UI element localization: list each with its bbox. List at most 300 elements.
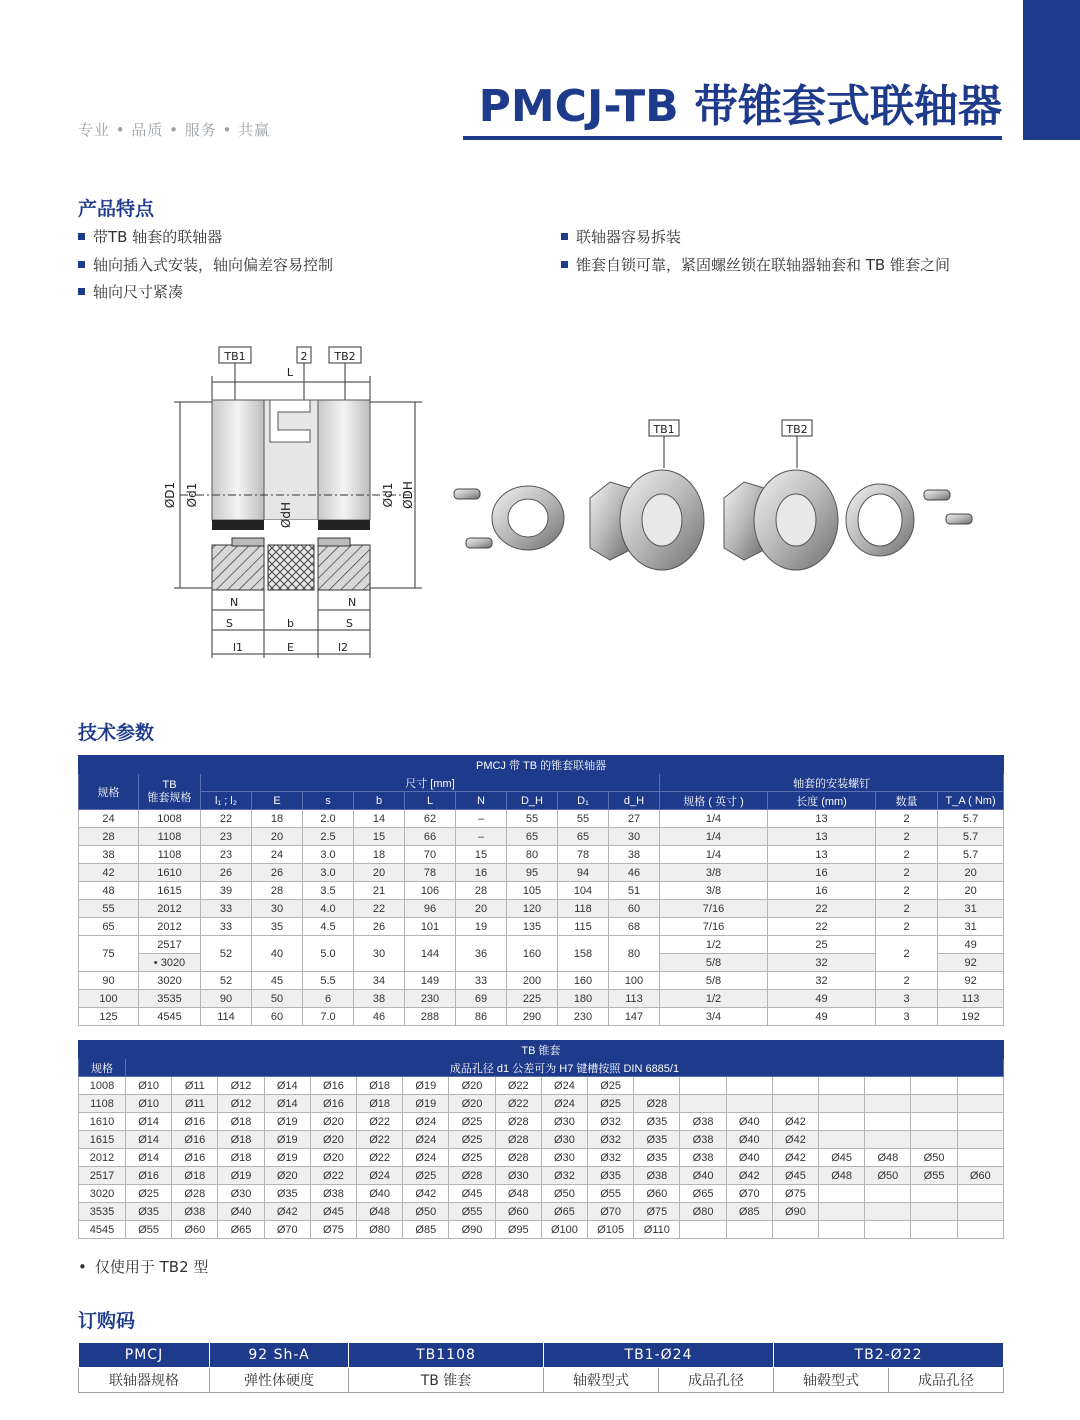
col-screw-qty: 数量	[876, 792, 938, 810]
table-cell: Ø32	[588, 1113, 634, 1131]
table-cell: Ø22	[495, 1077, 541, 1095]
table-cell: Ø30	[541, 1131, 587, 1149]
group-screws: 轴套的安装螺钉	[660, 774, 1004, 792]
table-cell: 3.0	[303, 846, 354, 864]
table-cell: 13	[768, 846, 876, 864]
table-cell	[819, 1185, 865, 1203]
table-cell: 20	[252, 828, 303, 846]
table-cell	[819, 1077, 865, 1095]
table-cell: Ø75	[634, 1203, 680, 1221]
table-cell: Ø42	[726, 1167, 772, 1185]
table-cell: Ø48	[819, 1167, 865, 1185]
order-code-table	[78, 1342, 1004, 1393]
table-cell: 15	[456, 846, 507, 864]
table-cell: 120	[507, 900, 558, 918]
table-cell: 49	[768, 1008, 876, 1026]
table-cell: 2.5	[303, 828, 354, 846]
table-cell: Ø32	[588, 1149, 634, 1167]
order-label: 轴毂型式	[544, 1368, 659, 1393]
table-cell: 2	[876, 810, 938, 828]
table-cell: Ø20	[264, 1167, 310, 1185]
table-cell: Ø40	[218, 1203, 264, 1221]
table-cell: 92	[938, 972, 1004, 990]
table-cell: 106	[405, 882, 456, 900]
table-cell: 86	[456, 1008, 507, 1026]
table-cell: Ø14	[264, 1077, 310, 1095]
table-row	[79, 1221, 1004, 1239]
table-cell	[911, 1113, 957, 1131]
part-tag-tb1: TB1	[653, 423, 675, 436]
table-cell: 32	[768, 954, 876, 972]
table-cell: 28	[252, 882, 303, 900]
table-cell: 33	[456, 972, 507, 990]
table-row	[79, 1077, 1004, 1095]
dim-DH: ØDH	[401, 481, 415, 509]
table-cell: –	[456, 828, 507, 846]
table-cell: Ø24	[403, 1149, 449, 1167]
table-cell: Ø32	[588, 1131, 634, 1149]
table-row	[79, 882, 1004, 900]
col-model: 规格	[79, 774, 139, 810]
table-cell	[726, 1221, 772, 1239]
table-row	[79, 972, 1004, 990]
table-row	[79, 1095, 1004, 1113]
slogan: 专业 • 品质 • 服务 • 共赢	[78, 121, 271, 139]
table-cell: 1008	[79, 1077, 126, 1095]
table-cell: Ø48	[865, 1149, 911, 1167]
table-cell: 2	[876, 972, 938, 990]
order-code-tb2: TB2-Ø22	[774, 1343, 1004, 1368]
table-cell: Ø10	[126, 1095, 172, 1113]
table-cell: 23	[201, 846, 252, 864]
table-cell: Ø35	[264, 1185, 310, 1203]
table-cell: Ø38	[680, 1113, 726, 1131]
table-cell: Ø35	[634, 1131, 680, 1149]
table-cell: 288	[405, 1008, 456, 1026]
order-code-tb: TB1108	[349, 1343, 544, 1368]
table-cell: 160	[507, 936, 558, 972]
table-cell: Ø18	[357, 1095, 403, 1113]
table-row	[79, 918, 1004, 936]
dim-N-right: N	[348, 596, 357, 609]
table-cell: Ø24	[541, 1095, 587, 1113]
table-cell: 65	[558, 828, 609, 846]
table-cell: Ø65	[680, 1185, 726, 1203]
table-cell: 30	[354, 936, 405, 972]
table-cell	[819, 1221, 865, 1239]
table-cell: Ø25	[449, 1113, 495, 1131]
table-cell: 180	[558, 990, 609, 1008]
table-cell: 52	[201, 972, 252, 990]
table-cell: Ø30	[495, 1167, 541, 1185]
part-tag-tb2: TB2	[786, 423, 808, 436]
table-cell: 46	[609, 864, 660, 882]
table-cell: Ø19	[218, 1167, 264, 1185]
table-cell	[680, 1095, 726, 1113]
table-row	[79, 1149, 1004, 1167]
table-cell: 95	[507, 864, 558, 882]
table-cell: 7/16	[660, 918, 768, 936]
table-cell: 1108	[79, 1095, 126, 1113]
bore-col-model: 规格	[79, 1059, 126, 1077]
table-cell: 5/8	[660, 954, 768, 972]
table-cell: 3535	[139, 990, 201, 1008]
table-cell: 51	[609, 882, 660, 900]
table-cell: 38	[609, 846, 660, 864]
table-cell: 60	[252, 1008, 303, 1026]
table-cell: Ø90	[772, 1203, 818, 1221]
table-cell: Ø16	[172, 1149, 218, 1167]
table-cell: 1615	[139, 882, 201, 900]
table-cell: Ø60	[957, 1167, 1003, 1185]
col-D1: D₁	[558, 792, 609, 810]
table-cell: 147	[609, 1008, 660, 1026]
table-cell: 13	[768, 828, 876, 846]
table-cell: 114	[201, 1008, 252, 1026]
table-cell: Ø30	[541, 1149, 587, 1167]
col-screw-size: 规格 ( 英寸 )	[660, 792, 768, 810]
table-cell: 5.5	[303, 972, 354, 990]
table-cell: Ø14	[126, 1113, 172, 1131]
table-cell: Ø14	[264, 1095, 310, 1113]
table-cell: 16	[768, 864, 876, 882]
table-cell: Ø25	[449, 1131, 495, 1149]
table-cell	[634, 1077, 680, 1095]
table-cell: 49	[768, 990, 876, 1008]
order-heading: 订购码	[78, 1310, 136, 1332]
tech-table-title: PMCJ 带 TB 的锥套联轴器	[79, 756, 1004, 774]
table-cell: Ø28	[495, 1131, 541, 1149]
table-cell: 26	[252, 864, 303, 882]
table-cell: 14	[354, 810, 405, 828]
table-cell: 18	[252, 810, 303, 828]
table-cell: Ø18	[357, 1077, 403, 1095]
table-cell: Ø12	[218, 1095, 264, 1113]
table-cell	[957, 1149, 1003, 1167]
table-cell	[911, 1131, 957, 1149]
table-cell: 24	[79, 810, 139, 828]
table-cell: 1108	[139, 828, 201, 846]
dim-E: E	[287, 641, 294, 654]
feature-item: 轴向尺寸紧凑	[78, 279, 333, 307]
table-cell: 38	[79, 846, 139, 864]
table-cell: Ø19	[264, 1149, 310, 1167]
table-cell: 3535	[79, 1203, 126, 1221]
table-cell: Ø50	[911, 1149, 957, 1167]
tech-heading: 技术参数	[78, 722, 155, 744]
col-torque: T_A ( Nm)	[938, 792, 1004, 810]
feature-item: 带TB 轴套的联轴器	[78, 224, 333, 252]
table-cell: 22	[768, 900, 876, 918]
table-cell: 135	[507, 918, 558, 936]
table-cell	[865, 1203, 911, 1221]
table-cell: 2	[876, 918, 938, 936]
table-cell: Ø24	[403, 1131, 449, 1149]
col-dH: d_H	[609, 792, 660, 810]
table-cell: Ø18	[218, 1113, 264, 1131]
table-cell: 160	[558, 972, 609, 990]
table-cell: 1615	[79, 1131, 126, 1149]
table-cell: Ø90	[449, 1221, 495, 1239]
table-cell: 3020	[139, 972, 201, 990]
table-cell: Ø12	[218, 1077, 264, 1095]
table-cell: 105	[507, 882, 558, 900]
table-cell: 5.7	[938, 846, 1004, 864]
tech-table	[78, 755, 1004, 1026]
table-cell: 30	[609, 828, 660, 846]
table-cell: Ø28	[634, 1095, 680, 1113]
table-row	[79, 990, 1004, 1008]
table-cell: 21	[354, 882, 405, 900]
table-cell	[772, 1095, 818, 1113]
table-cell: Ø38	[634, 1167, 680, 1185]
table-cell: 27	[609, 810, 660, 828]
table-cell: 2012	[139, 900, 201, 918]
table-cell: 49	[938, 936, 1004, 954]
table-cell: Ø28	[172, 1185, 218, 1203]
table-cell: Ø105	[588, 1221, 634, 1239]
col-s: s	[303, 792, 354, 810]
table-cell	[726, 1095, 772, 1113]
table-cell: 69	[456, 990, 507, 1008]
col-tb-size: TB 锥套规格	[139, 774, 201, 810]
table-row	[79, 864, 1004, 882]
table-cell: 19	[456, 918, 507, 936]
table-cell: Ø45	[310, 1203, 356, 1221]
table-cell: 70	[405, 846, 456, 864]
table-cell: Ø35	[634, 1149, 680, 1167]
table-cell: 4545	[139, 1008, 201, 1026]
dim-b: b	[287, 617, 294, 630]
feature-item: 锥套自锁可靠，紧固螺丝锁在联轴器轴套和 TB 锥套之间	[561, 252, 950, 280]
table-cell: 5.7	[938, 810, 1004, 828]
table-cell: Ø75	[310, 1221, 356, 1239]
table-cell: 16	[456, 864, 507, 882]
table-cell: 5.0	[303, 936, 354, 972]
table-cell: Ø42	[772, 1113, 818, 1131]
table-cell: 28	[79, 828, 139, 846]
table-cell: 15	[354, 828, 405, 846]
table-cell: 23	[201, 828, 252, 846]
table-row	[79, 1203, 1004, 1221]
table-row	[79, 1113, 1004, 1131]
table-cell: 32	[768, 972, 876, 990]
table-cell	[680, 1077, 726, 1095]
table-cell: 80	[507, 846, 558, 864]
table-cell: 2	[876, 864, 938, 882]
table-cell: 80	[609, 936, 660, 972]
table-cell: 33	[201, 900, 252, 918]
table-cell: Ø16	[126, 1167, 172, 1185]
table-cell: 2	[876, 936, 938, 972]
table-cell: 3	[876, 1008, 938, 1026]
table-cell: Ø42	[772, 1149, 818, 1167]
table-row	[79, 1008, 1004, 1026]
table-cell: Ø40	[680, 1167, 726, 1185]
table-cell: Ø45	[819, 1149, 865, 1167]
table-cell: 48	[79, 882, 139, 900]
order-code-model: PMCJ	[79, 1343, 210, 1368]
table-cell: Ø20	[310, 1131, 356, 1149]
table-cell: 1/4	[660, 828, 768, 846]
table-cell: Ø55	[588, 1185, 634, 1203]
table-cell: Ø11	[172, 1095, 218, 1113]
table-cell: 22	[201, 810, 252, 828]
table-cell: 1/4	[660, 810, 768, 828]
table-cell	[911, 1203, 957, 1221]
table-cell: 3.0	[303, 864, 354, 882]
table-cell: 39	[201, 882, 252, 900]
table-cell: 90	[79, 972, 139, 990]
table-cell: 52	[201, 936, 252, 972]
table-cell: Ø16	[310, 1095, 356, 1113]
table-cell	[957, 1113, 1003, 1131]
table-cell: 20	[456, 900, 507, 918]
table-cell: Ø85	[403, 1221, 449, 1239]
table-cell: 22	[354, 900, 405, 918]
table-cell: Ø60	[634, 1185, 680, 1203]
table-cell: 60	[609, 900, 660, 918]
table-cell: 149	[405, 972, 456, 990]
table-cell	[957, 1221, 1003, 1239]
table-cell: Ø70	[588, 1203, 634, 1221]
table-cell	[819, 1203, 865, 1221]
table-cell: Ø40	[357, 1185, 403, 1203]
table-cell: 26	[201, 864, 252, 882]
col-N: N	[456, 792, 507, 810]
table-cell: 1610	[139, 864, 201, 882]
col-screw-length: 长度 (mm)	[768, 792, 876, 810]
table-cell: Ø22	[357, 1131, 403, 1149]
table-cell: 40	[252, 936, 303, 972]
table-cell: 75	[79, 936, 139, 972]
table-cell: 1108	[139, 846, 201, 864]
table-cell: 55	[558, 810, 609, 828]
table-cell: 22	[768, 918, 876, 936]
table-cell	[911, 1185, 957, 1203]
table-cell	[819, 1131, 865, 1149]
table-cell	[865, 1221, 911, 1239]
dim-d1-left: Ød1	[185, 482, 199, 508]
table-cell: 225	[507, 990, 558, 1008]
table-cell: 33	[201, 918, 252, 936]
table-cell: 28	[456, 882, 507, 900]
dim-S-right: S	[346, 617, 353, 630]
table-cell: 7.0	[303, 1008, 354, 1026]
col-E: E	[252, 792, 303, 810]
table-cell: Ø10	[126, 1077, 172, 1095]
table-cell: Ø48	[357, 1203, 403, 1221]
table-cell: Ø55	[449, 1203, 495, 1221]
table-cell: 3/8	[660, 882, 768, 900]
dim-l1: l1	[233, 641, 244, 654]
table-cell: Ø25	[588, 1095, 634, 1113]
order-label: 弹性体硬度	[210, 1368, 349, 1393]
table-cell: Ø19	[403, 1077, 449, 1095]
table-cell: 20	[354, 864, 405, 882]
table-cell: 90	[201, 990, 252, 1008]
features-left	[78, 224, 333, 307]
table-cell: Ø40	[726, 1131, 772, 1149]
table-cell: 1610	[79, 1113, 126, 1131]
table-cell: 18	[354, 846, 405, 864]
col-L: L	[405, 792, 456, 810]
table-cell: 31	[938, 918, 1004, 936]
table-cell: Ø75	[772, 1185, 818, 1203]
table-cell: 35	[252, 918, 303, 936]
table-cell: 24	[252, 846, 303, 864]
table-cell: Ø14	[126, 1131, 172, 1149]
table-cell: 13	[768, 810, 876, 828]
table-cell: 4.0	[303, 900, 354, 918]
table-cell: 144	[405, 936, 456, 972]
table-cell: Ø16	[172, 1131, 218, 1149]
table-cell: Ø50	[865, 1167, 911, 1185]
parts-illustration	[440, 410, 985, 590]
table-cell: Ø25	[449, 1149, 495, 1167]
table-cell	[865, 1185, 911, 1203]
title-underline	[463, 136, 1002, 140]
dim-dH: ØdH	[279, 501, 293, 529]
table-cell: Ø70	[264, 1221, 310, 1239]
table-cell	[680, 1221, 726, 1239]
table-cell: 7/16	[660, 900, 768, 918]
col-b: b	[354, 792, 405, 810]
table-cell: 2517	[79, 1167, 126, 1185]
bore-table-title: TB 锥套	[79, 1041, 1004, 1059]
order-label: 联轴器规格	[79, 1368, 210, 1393]
table-cell: Ø55	[126, 1221, 172, 1239]
table-cell: 55	[79, 900, 139, 918]
order-code-tb1: TB1-Ø24	[544, 1343, 774, 1368]
table-cell: 96	[405, 900, 456, 918]
tag-tb2: TB2	[334, 350, 356, 363]
table-cell: 113	[938, 990, 1004, 1008]
table-cell: Ø60	[495, 1203, 541, 1221]
table-cell: Ø20	[310, 1149, 356, 1167]
tag-2: 2	[300, 350, 308, 363]
table-cell	[772, 1221, 818, 1239]
table-cell: Ø20	[449, 1077, 495, 1095]
table-cell: Ø20	[449, 1095, 495, 1113]
table-cell: 46	[354, 1008, 405, 1026]
table-cell	[819, 1095, 865, 1113]
table-cell: 3	[876, 990, 938, 1008]
feature-item: 轴向插入式安装，轴向偏差容易控制	[78, 252, 333, 280]
table-cell: • 3020	[139, 954, 201, 972]
page-title: PMCJ-TB 带锥套式联轴器	[478, 81, 1002, 132]
table-cell: Ø11	[172, 1077, 218, 1095]
table-cell: Ø40	[726, 1149, 772, 1167]
table-cell: 20	[938, 882, 1004, 900]
table-cell: Ø35	[634, 1113, 680, 1131]
table-cell: Ø65	[541, 1203, 587, 1221]
table-cell: 158	[558, 936, 609, 972]
table-cell	[911, 1095, 957, 1113]
table-cell: –	[456, 810, 507, 828]
table-cell	[911, 1221, 957, 1239]
order-label: 轴毂型式	[774, 1368, 889, 1393]
table-cell: 34	[354, 972, 405, 990]
table-cell	[957, 1185, 1003, 1203]
table-cell: 2.0	[303, 810, 354, 828]
table-cell: 42	[79, 864, 139, 882]
table-cell: 290	[507, 1008, 558, 1026]
table-cell: 50	[252, 990, 303, 1008]
table-cell: Ø30	[541, 1113, 587, 1131]
table-cell: Ø35	[126, 1203, 172, 1221]
table-cell: Ø25	[126, 1185, 172, 1203]
